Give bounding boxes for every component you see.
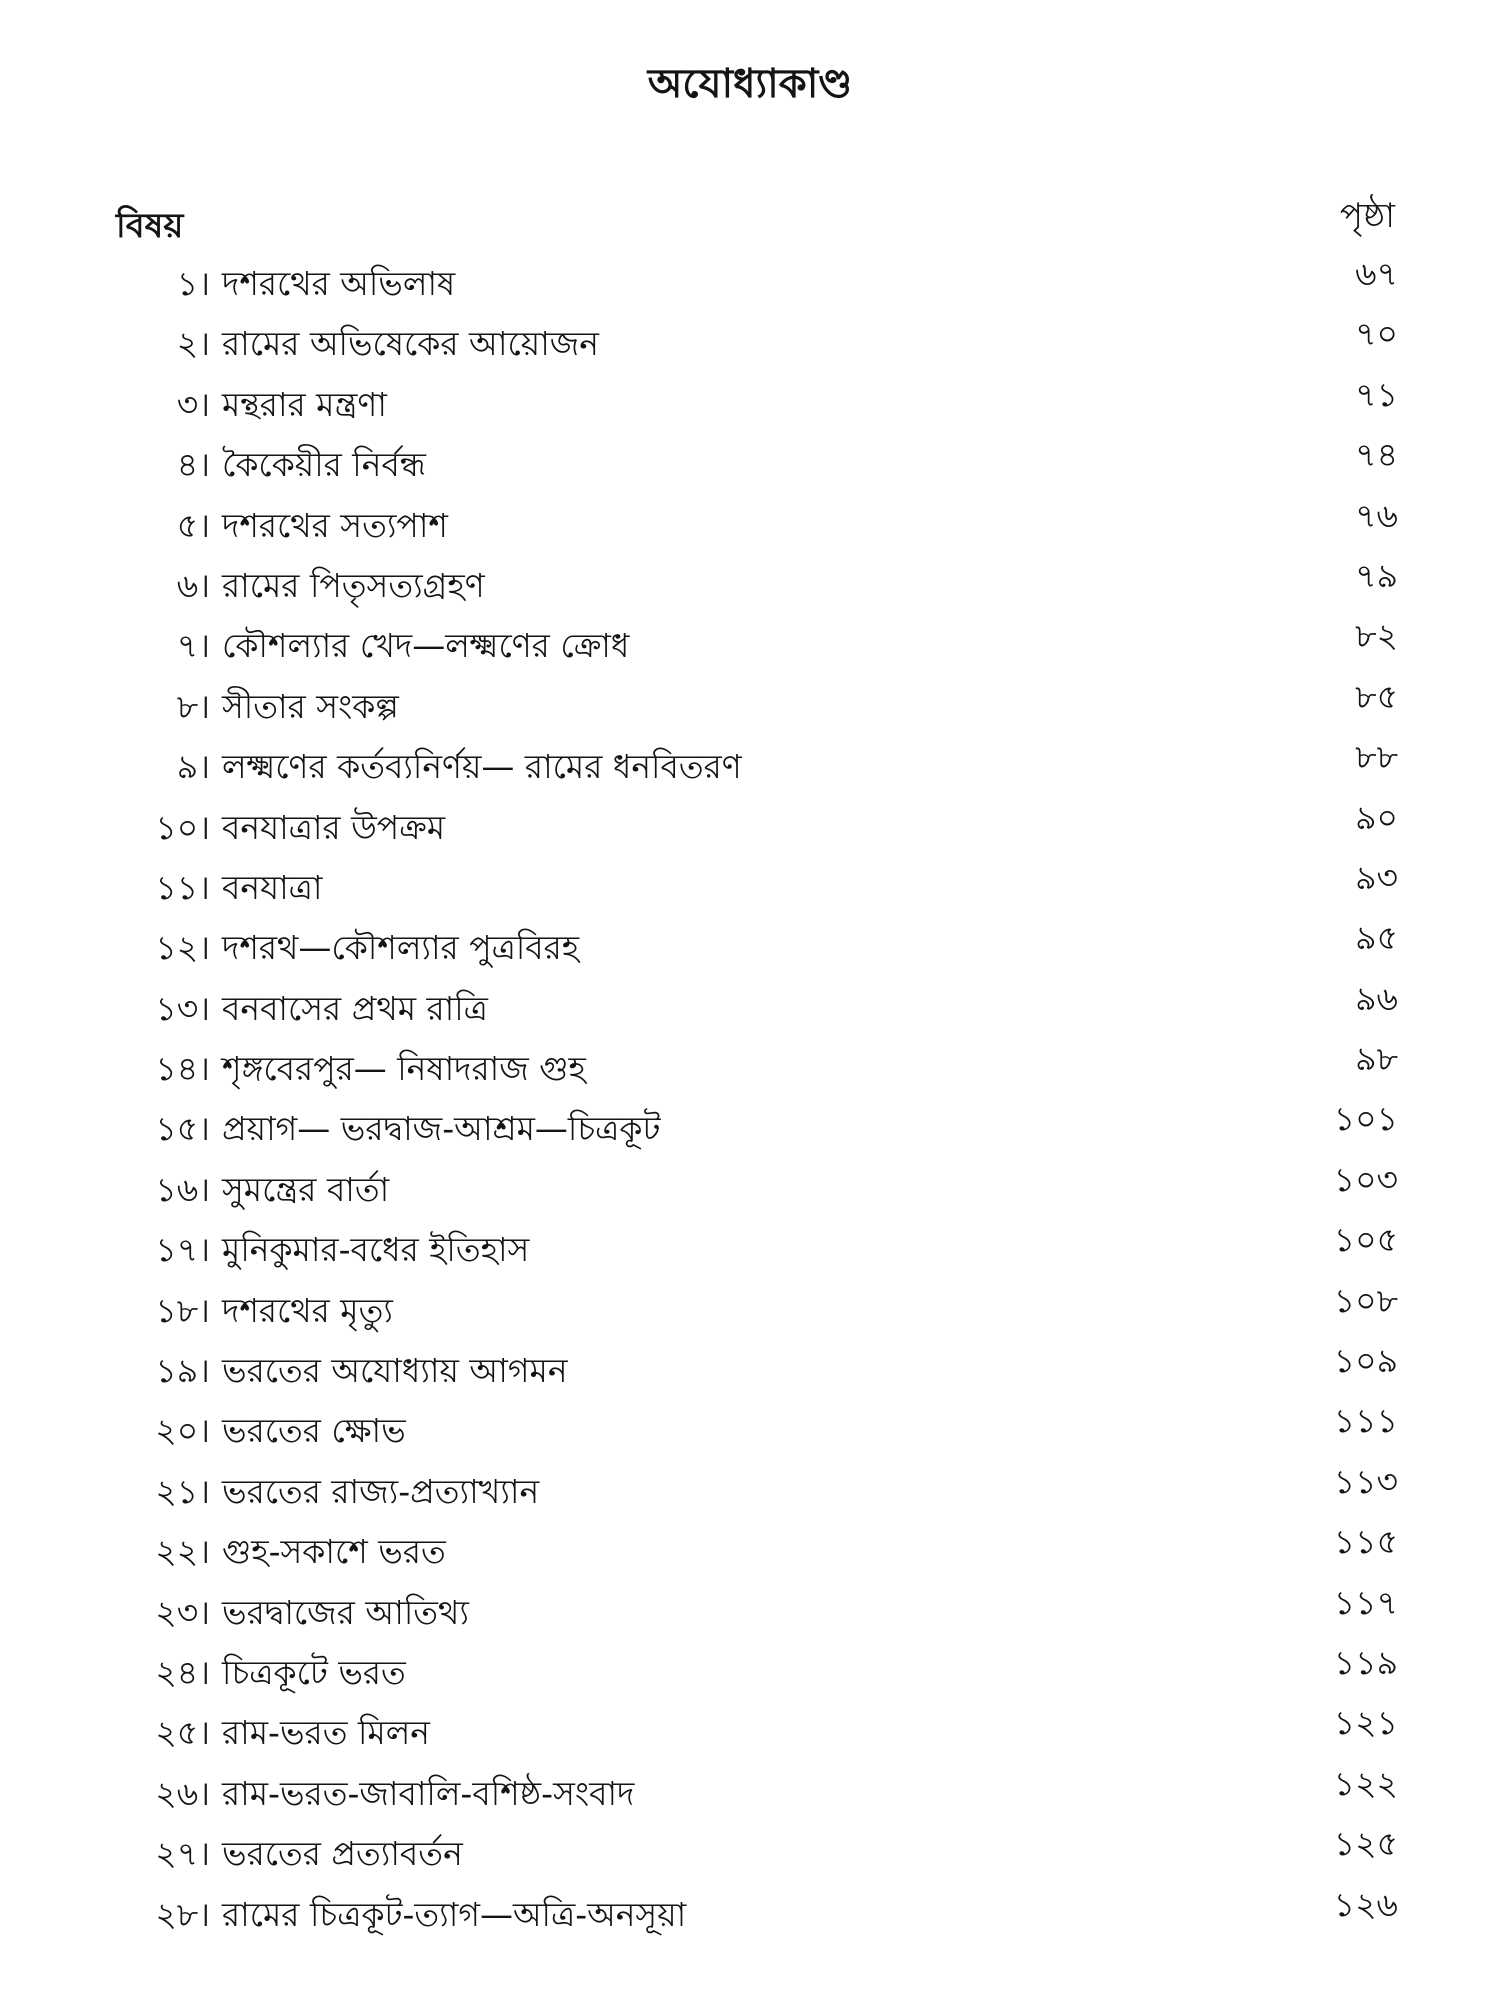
entry-page: ১০৫ xyxy=(1333,1220,1398,1260)
entry-title: সীতার সংকল্প xyxy=(222,686,399,726)
toc-entry xyxy=(0,1522,1500,1586)
entry-number: ৬। xyxy=(176,565,210,605)
entry-number: ১৬। xyxy=(155,1169,210,1209)
entry-number: ২৩। xyxy=(155,1592,210,1632)
toc-entry xyxy=(0,1763,1500,1828)
entry-title: মন্থরার মন্ত্রণা xyxy=(222,384,387,424)
entry-title: গুহ-সকাশে ভরত xyxy=(222,1532,446,1572)
entry-page: ১২৫ xyxy=(1333,1824,1398,1864)
entry-number: ২। xyxy=(176,324,210,364)
toc-entry xyxy=(0,1401,1500,1465)
entry-number: ৫। xyxy=(176,505,210,545)
toc-entry xyxy=(0,857,1500,922)
toc-entry xyxy=(0,1159,1500,1224)
entry-number: ২৮। xyxy=(155,1894,210,1934)
toc-entry xyxy=(0,1341,1500,1405)
toc-entry xyxy=(0,797,1500,862)
entry-page: ৭৯ xyxy=(1355,555,1398,595)
toc-entry xyxy=(0,374,1500,439)
entry-number: ২০। xyxy=(155,1411,210,1451)
entry-title: প্রয়াগ— ভরদ্বাজ-আশ্রম—চিত্রকূট xyxy=(222,1109,661,1149)
entry-title: কৈকেয়ীর নির্বন্ধ xyxy=(222,445,426,485)
entry-title: রাম-ভরত মিলন xyxy=(222,1713,430,1753)
entry-number: ২৭। xyxy=(155,1834,210,1874)
entry-page: ১০১ xyxy=(1333,1099,1398,1139)
toc-entry xyxy=(0,616,1500,680)
entry-title: বনবাসের প্রথম রাত্রি xyxy=(222,988,488,1028)
entry-number: ১৮। xyxy=(155,1290,210,1330)
entry-number: ১১। xyxy=(155,867,210,907)
entry-page: ১২৬ xyxy=(1333,1884,1398,1924)
entry-title: ভরদ্বাজের আতিথ্য xyxy=(222,1592,469,1632)
entry-page: ১২১ xyxy=(1333,1703,1398,1743)
toc-entry xyxy=(0,978,1500,1043)
entry-page: ১০৮ xyxy=(1333,1280,1398,1320)
toc-entry xyxy=(0,918,1500,982)
page-column-header: পৃষ্ঠা xyxy=(1339,196,1395,236)
entry-number: ১৩। xyxy=(155,988,210,1028)
entry-page: ৮৫ xyxy=(1355,676,1398,716)
toc-entry xyxy=(0,1099,1500,1163)
entry-number: ১২। xyxy=(155,928,210,968)
entry-page: ১০৯ xyxy=(1333,1341,1398,1381)
entry-page: ১১৭ xyxy=(1333,1582,1398,1622)
toc-entry xyxy=(0,1582,1500,1647)
entry-number: ১৭। xyxy=(155,1230,210,1270)
toc-entry xyxy=(0,1039,1500,1103)
entry-page: ৯০ xyxy=(1355,797,1398,837)
entry-page: ১১৯ xyxy=(1333,1642,1398,1682)
entry-page: ১১১ xyxy=(1333,1401,1398,1441)
entry-page: ১১৩ xyxy=(1333,1461,1398,1501)
toc-entry xyxy=(0,1280,1500,1345)
entry-title: ভরতের প্রত্যাবর্তন xyxy=(222,1834,463,1874)
entry-number: ১৫। xyxy=(155,1109,210,1149)
entry-number: ১৪। xyxy=(155,1049,210,1089)
toc-entry xyxy=(0,1220,1500,1284)
entry-page: ৭৬ xyxy=(1355,495,1398,535)
entry-title: চিত্রকূটে ভরত xyxy=(222,1652,406,1692)
toc-entry xyxy=(0,1703,1500,1767)
entry-number: ৪। xyxy=(176,445,210,485)
entry-page: ১০৩ xyxy=(1333,1159,1398,1199)
entry-title: ভরতের অযোধ্যায় আগমন xyxy=(222,1351,568,1391)
entry-page: ৮৮ xyxy=(1355,737,1398,777)
toc-entry xyxy=(0,1461,1500,1526)
toc-entry xyxy=(0,1824,1500,1888)
entry-title: রামের চিত্রকূট-ত্যাগ—অত্রি-অনসূয়া xyxy=(222,1894,687,1934)
entry-title: কৌশল্যার খেদ—লক্ষ্মণের ক্রোধ xyxy=(222,626,630,666)
entry-title: রামের পিতৃসত্যগ্রহণ xyxy=(222,565,485,605)
toc-entry xyxy=(0,495,1500,560)
entry-number: ২৬। xyxy=(155,1773,210,1813)
entry-number: ৩। xyxy=(176,384,210,424)
toc-entry xyxy=(0,254,1500,318)
entry-page: ৯৩ xyxy=(1355,857,1398,897)
entry-title: ভরতের ক্ষোভ xyxy=(222,1411,406,1451)
toc-entry xyxy=(0,555,1500,620)
toc-entry xyxy=(0,1884,1500,1949)
entry-number: ২১। xyxy=(155,1471,210,1511)
page-title: অযোধ্যাকাণ্ড xyxy=(647,61,853,107)
entry-page: ৭১ xyxy=(1355,374,1398,414)
entry-page: ৯৬ xyxy=(1355,978,1398,1018)
entry-number: ৭। xyxy=(176,626,210,666)
entry-title: দশরথের সত্যপাশ xyxy=(222,505,448,545)
entry-page: ৯৫ xyxy=(1355,918,1398,958)
toc-entry xyxy=(0,314,1500,378)
toc-entry xyxy=(0,737,1500,801)
entry-number: ২২। xyxy=(155,1532,210,1572)
entry-title: দশরথের অভিলাষ xyxy=(222,264,456,303)
entry-title: মুনিকুমার-বধের ইতিহাস xyxy=(222,1230,530,1270)
entry-title: লক্ষ্মণের কর্তব্যনির্ণয়— রামের ধনবিতরণ xyxy=(222,747,742,787)
toc-entry xyxy=(0,435,1500,499)
entry-title: সুমন্ত্রের বার্তা xyxy=(222,1169,390,1209)
entry-number: ৮। xyxy=(176,686,210,726)
toc-entry xyxy=(0,1642,1500,1707)
entry-title: রামের অভিষেকের আয়োজন xyxy=(222,324,599,364)
entry-number: ৯। xyxy=(176,747,210,787)
entry-page: ৯৮ xyxy=(1355,1039,1398,1079)
entry-page: ৭০ xyxy=(1355,314,1398,354)
entry-number: ১০। xyxy=(155,807,210,847)
toc-entry xyxy=(0,676,1500,741)
subject-column-header: বিষয় xyxy=(116,206,184,246)
entry-title: রাম-ভরত-জাবালি-বশিষ্ঠ-সংবাদ xyxy=(222,1773,635,1813)
entry-title: শৃঙ্গবেরপুর— নিষাদরাজ গুহ xyxy=(222,1049,586,1089)
entry-title: ভরতের রাজ্য-প্রত্যাখ্যান xyxy=(222,1471,540,1511)
entry-number: ২৫। xyxy=(155,1713,210,1753)
table-of-contents xyxy=(0,254,1500,1949)
entry-title: বনযাত্রার উপক্রম xyxy=(222,807,446,847)
entry-title: বনযাত্রা xyxy=(222,867,323,907)
entry-number: ১। xyxy=(176,264,210,303)
entry-page: ১২২ xyxy=(1333,1763,1398,1803)
entry-page: ৮২ xyxy=(1355,616,1398,656)
entry-title: দশরথের মৃত্যু xyxy=(222,1290,393,1330)
entry-page: ১১৫ xyxy=(1333,1522,1398,1562)
entry-page: ৭৪ xyxy=(1355,435,1398,475)
entry-page: ৬৭ xyxy=(1355,254,1398,293)
entry-number: ১৯। xyxy=(155,1351,210,1391)
entry-number: ২৪। xyxy=(155,1652,210,1692)
entry-title: দশরথ—কৌশল্যার পুত্রবিরহ xyxy=(222,928,580,968)
